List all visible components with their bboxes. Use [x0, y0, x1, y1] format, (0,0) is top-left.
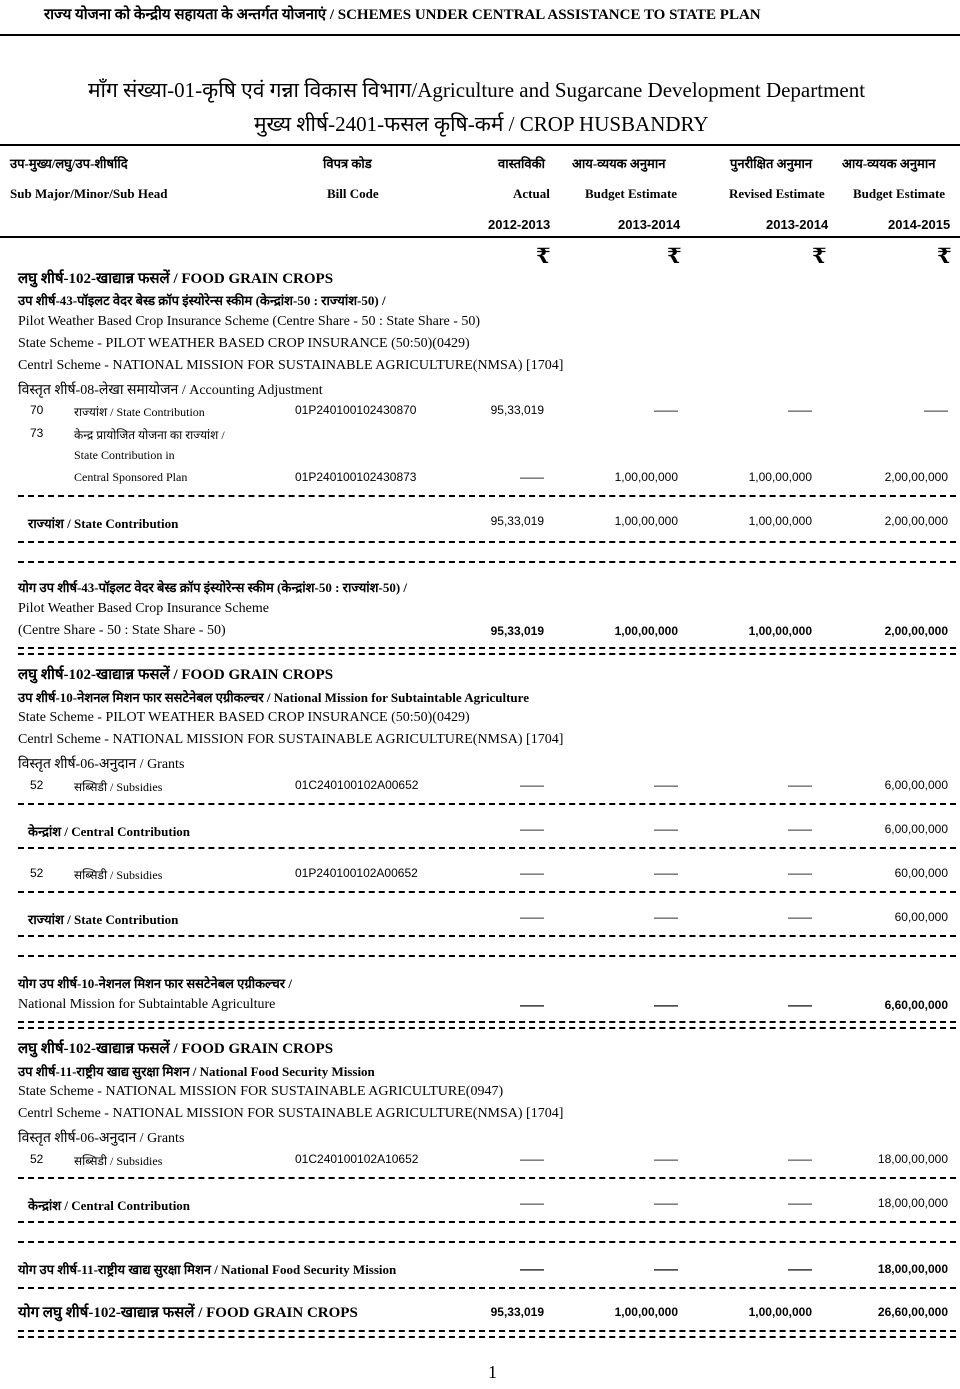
dashed-divider	[18, 561, 956, 564]
col-year: 2012-2013	[488, 217, 551, 232]
row-label: केन्द्रांश / Central Contribution	[28, 1198, 191, 1213]
object-code: 70	[30, 403, 44, 417]
dashed-divider	[18, 1336, 956, 1339]
col-head-hindi: उप-मुख्य/लघु/उप-शीर्षादि	[10, 156, 128, 171]
minor-head: लघु शीर्ष-102-खाद्यान्न फसलें / FOOD GRAIN CROPS	[18, 1041, 334, 1057]
dashed-divider	[18, 1177, 956, 1180]
value-be: ——	[654, 403, 678, 417]
value-actual: ——	[520, 1152, 544, 1166]
value-be-next: ——	[924, 403, 948, 417]
value-actual: ——	[520, 998, 544, 1012]
value-be: ——	[654, 1262, 678, 1276]
minor-head: लघु शीर्ष-102-खाद्यान्न फसलें / FOOD GRAIN CROPS	[18, 271, 334, 287]
bill-code: 01C240100102A00652	[295, 778, 419, 792]
value-be: 1,00,00,000	[614, 470, 678, 484]
row-label: सब्सिडी / Subsidies	[74, 1154, 163, 1168]
total-label: National Mission for Subtaintable Agriculture	[18, 997, 276, 1012]
value-be-next: 18,00,00,000	[877, 1196, 948, 1210]
col-year: 2013-2014	[618, 217, 681, 232]
value-re: 1,00,00,000	[748, 470, 812, 484]
sub-head: उप शीर्ष-10-नेशनल मिशन फार ससटेनेबल एग्रीकल्चर / National Mission for Subtaintable Agriculture	[18, 690, 529, 705]
value-re: ——	[788, 998, 812, 1012]
total-label: योग उप शीर्ष-11-राष्ट्रीय खाद्य सुरक्षा मिशन / National Food Security Mission	[18, 1262, 397, 1277]
dashed-divider	[18, 1241, 956, 1244]
value-actual: ——	[520, 778, 544, 792]
dashed-divider	[18, 653, 956, 656]
bill-code: 01P240100102430870	[295, 403, 417, 417]
dashed-divider	[18, 1021, 956, 1024]
detail-head: विस्तृत शीर्ष-06-अनुदान / Grants	[18, 757, 185, 772]
scheme-description: Pilot Weather Based Crop Insurance Scheme (Centre Share - 50 : State Share - 50)	[18, 314, 481, 329]
value-re: 1,00,00,000	[748, 514, 812, 528]
state-scheme: State Scheme - NATIONAL MISSION FOR SUSTAINABLE AGRICULTURE(0947)	[18, 1084, 504, 1099]
dashed-divider	[18, 1027, 956, 1030]
dashed-divider	[18, 803, 956, 806]
value-actual: 95,33,019	[490, 624, 544, 638]
total-label: Pilot Weather Based Crop Insurance Scheme	[18, 601, 269, 616]
col-head-hindi: विपत्र कोड	[323, 156, 372, 171]
value-be-next: 6,00,00,000	[884, 822, 948, 836]
row-label: State Contribution in	[74, 448, 175, 462]
detail-head: विस्तृत शीर्ष-06-अनुदान / Grants	[18, 1131, 185, 1146]
row-label: सब्सिडी / Subsidies	[74, 868, 163, 882]
dashed-divider	[18, 1330, 956, 1333]
dashed-divider	[18, 935, 956, 938]
divider	[0, 34, 960, 36]
dashed-divider	[18, 1287, 956, 1290]
col-year: 2013-2014	[766, 217, 829, 232]
col-head-hindi: वास्तविकी	[498, 156, 546, 171]
dashed-divider	[18, 847, 956, 850]
value-actual: 95,33,019	[490, 514, 544, 528]
value-re: 1,00,00,000	[748, 624, 812, 638]
rupee-icon: ₹	[937, 244, 952, 268]
central-scheme: Centrl Scheme - NATIONAL MISSION FOR SUSTAINABLE AGRICULTURE(NMSA) [1704]	[18, 358, 564, 373]
value-re: ——	[788, 1152, 812, 1166]
row-label: राज्यांश / State Contribution	[74, 405, 205, 419]
col-head-english: Sub Major/Minor/Sub Head	[10, 186, 168, 201]
value-actual: ——	[520, 866, 544, 880]
value-actual: 95,33,019	[490, 403, 544, 417]
value-be: ——	[654, 822, 678, 836]
divider	[0, 236, 960, 238]
sub-head: उप शीर्ष-11-राष्ट्रीय खाद्य सुरक्षा मिशन / National Food Security Mission	[18, 1064, 375, 1079]
col-head-english: Budget Estimate	[585, 186, 678, 201]
value-be-next: 60,00,000	[894, 866, 948, 880]
dashed-divider	[18, 495, 956, 498]
rupee-icon: ₹	[812, 244, 827, 268]
value-actual: ——	[520, 1196, 544, 1210]
col-head-english: Bill Code	[327, 186, 379, 201]
object-code: 52	[30, 778, 44, 792]
col-head-hindi: आय-व्ययक अनुमान	[842, 156, 936, 171]
value-re: ——	[788, 1196, 812, 1210]
total-label: (Centre Share - 50 : State Share - 50)	[18, 623, 226, 638]
value-be-next: 18,00,00,000	[877, 1262, 948, 1276]
value-re: 1,00,00,000	[748, 1305, 812, 1319]
object-code: 73	[30, 426, 44, 440]
rupee-icon: ₹	[667, 244, 682, 268]
central-scheme: Centrl Scheme - NATIONAL MISSION FOR SUSTAINABLE AGRICULTURE(NMSA) [1704]	[18, 1106, 564, 1121]
value-actual: ——	[520, 822, 544, 836]
value-be: ——	[654, 866, 678, 880]
col-head-hindi: पुनरीक्षित अनुमान	[730, 156, 813, 171]
bill-code: 01P240100102430873	[295, 470, 417, 484]
value-actual: ——	[520, 910, 544, 924]
col-head-english: Budget Estimate	[853, 186, 946, 201]
sub-head: उप शीर्ष-43-पॉइलट वेदर बेस्ड क्रॉप इंस्योरेन्स स्कीम (केन्द्रांश-50 : राज्यांश-50) /	[18, 293, 386, 308]
total-label: योग उप शीर्ष-43-पॉइलट वेदर बेस्ड क्रॉप इंस्योरेन्स स्कीम (केन्द्रांश-50 : राज्यांश-50) /	[18, 580, 408, 595]
page-number: 1	[488, 1362, 497, 1382]
value-be-next: 2,00,00,000	[884, 470, 948, 484]
col-head-english: Revised Estimate	[729, 186, 825, 201]
value-re: ——	[788, 866, 812, 880]
dashed-divider	[18, 541, 956, 544]
value-re: ——	[788, 1262, 812, 1276]
row-label: राज्यांश / State Contribution	[28, 912, 179, 927]
value-be: ——	[654, 1196, 678, 1210]
value-re: ——	[788, 403, 812, 417]
total-label: योग उप शीर्ष-10-नेशनल मिशन फार ससटेनेबल एग्रीकल्चर /	[18, 976, 292, 991]
value-be-next: 18,00,00,000	[877, 1152, 948, 1166]
row-label: सब्सिडी / Subsidies	[74, 780, 163, 794]
state-scheme: State Scheme - PILOT WEATHER BASED CROP INSURANCE (50:50)(0429)	[18, 336, 470, 351]
value-be: ——	[654, 998, 678, 1012]
dashed-divider	[18, 1221, 956, 1224]
dashed-divider	[18, 891, 956, 894]
dashed-divider	[18, 647, 956, 650]
value-be: 1,00,00,000	[614, 1305, 678, 1319]
value-actual: ——	[520, 470, 544, 484]
page-header-title: राज्य योजना को केन्द्रीय सहायता के अन्तर्गत योजनाएं / SCHEMES UNDER CENTRAL ASSISTANCE TO STATE PLAN	[44, 7, 761, 23]
value-be-next: 2,00,00,000	[884, 514, 948, 528]
value-be: 1,00,00,000	[614, 514, 678, 528]
central-scheme: Centrl Scheme - NATIONAL MISSION FOR SUSTAINABLE AGRICULTURE(NMSA) [1704]	[18, 732, 564, 747]
row-label: केन्द्रांश / Central Contribution	[28, 824, 191, 839]
value-be-next: 6,00,00,000	[884, 778, 948, 792]
object-code: 52	[30, 866, 44, 880]
object-code: 52	[30, 1152, 44, 1166]
col-year: 2014-2015	[888, 217, 951, 232]
value-be-next: 6,60,00,000	[884, 998, 948, 1012]
col-head-english: Actual	[513, 186, 550, 201]
row-label: Central Sponsored Plan	[74, 470, 188, 484]
value-actual: ——	[520, 1262, 544, 1276]
value-be-next: 2,00,00,000	[884, 624, 948, 638]
detail-head: विस्तृत शीर्ष-08-लेखा समायोजन / Accounting Adjustment	[18, 383, 323, 398]
value-actual: 95,33,019	[490, 1305, 544, 1319]
col-head-hindi: आय-व्ययक अनुमान	[572, 156, 666, 171]
dashed-divider	[18, 955, 956, 958]
row-label: केन्द्र प्रायोजित योजना का राज्यांश /	[74, 428, 225, 442]
value-re: ——	[788, 822, 812, 836]
value-be: ——	[654, 1152, 678, 1166]
state-scheme: State Scheme - PILOT WEATHER BASED CROP INSURANCE (50:50)(0429)	[18, 710, 470, 725]
value-be: ——	[654, 778, 678, 792]
total-label: योग लघु शीर्ष-102-खाद्यान्न फसलें / FOOD GRAIN CROPS	[18, 1305, 358, 1321]
demand-title: माँग संख्या-01-कृषि एवं गन्ना विकास विभाग/Agriculture and Sugarcane Development Department	[88, 78, 866, 102]
divider	[0, 144, 960, 146]
value-be: 1,00,00,000	[614, 624, 678, 638]
bill-code: 01C240100102A10652	[295, 1152, 419, 1166]
rupee-icon: ₹	[536, 244, 551, 268]
bill-code: 01P240100102A00652	[295, 866, 418, 880]
minor-head: लघु शीर्ष-102-खाद्यान्न फसलें / FOOD GRAIN CROPS	[18, 667, 334, 683]
value-re: ——	[788, 910, 812, 924]
major-head-title: मुख्य शीर्ष-2401-फसल कृषि-कर्म / CROP HUSBANDRY	[254, 112, 709, 136]
value-re: ——	[788, 778, 812, 792]
value-be: ——	[654, 910, 678, 924]
value-be-next: 60,00,000	[894, 910, 948, 924]
row-label: राज्यांश / State Contribution	[28, 516, 179, 531]
value-be-next: 26,60,00,000	[877, 1305, 948, 1319]
